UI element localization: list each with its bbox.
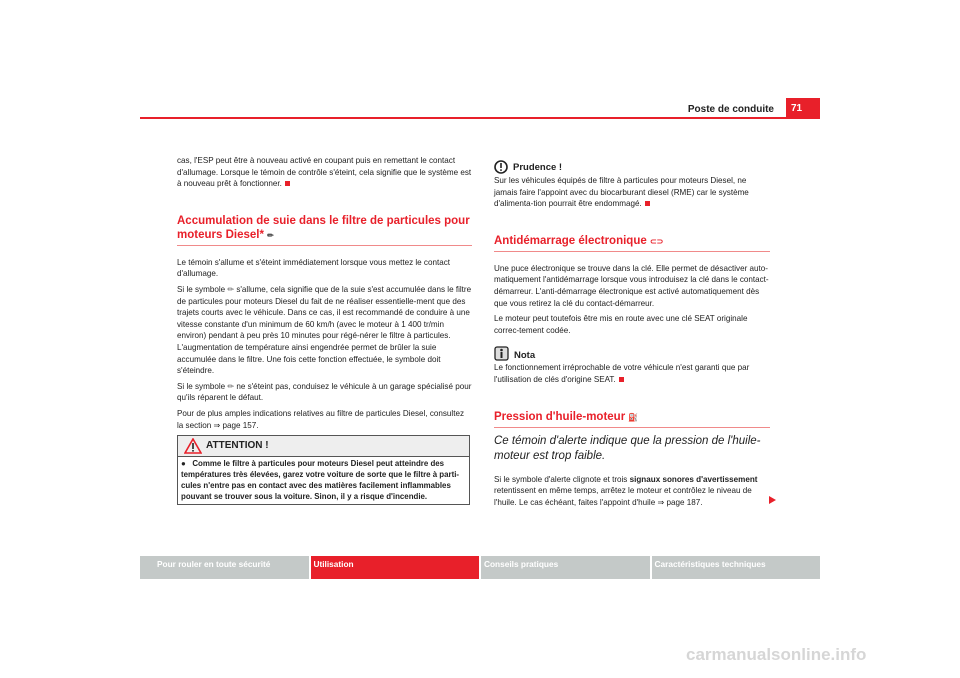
- warning-triangle-icon: [184, 438, 202, 454]
- immobilizer-car-icon: ⊂⊃: [649, 236, 664, 246]
- caution-title: Prudence !: [513, 162, 563, 174]
- section-title: Poste de conduite: [687, 104, 774, 115]
- warning-header: [178, 436, 469, 457]
- intro-text: cas, l'ESP peut être à nouveau activé en coupant puis en remettant le contact d'allumage. Lorsque le témoin de contrôle s'éteint, cela signifie que le système est à nouveau prêt à fonctionner.: [177, 156, 472, 189]
- diesel-filter-icon: ✏: [267, 230, 274, 240]
- caution-text: [494, 175, 770, 210]
- text: Comme le filtre à particules pour moteurs Diesel peut atteindre des températures très élevées, garez votre voiture de sorte que le filtre à parti-cules n'entre pas en contact avec des matières facilement inflammables pouvant se trouver sous la voiture. Sinon, il y a risque d'incendie.: [181, 459, 460, 501]
- tab-utilisation[interactable]: [311, 556, 480, 579]
- note-text: [494, 362, 770, 385]
- text: s'allume, cela signifie que de la suie s'est accumulée dans le filtre de particules pour moteurs Diesel du fait de ne réaliser essentielle-ment que des trajets courts avec le véhicule. Dans ce cas, il est recommandé de conduire à une vitesse constante d'un minimum de 60 km/h (avec le moteur à 1 400 tr/min environ) pendant à peu près 10 minutes pour régé-nérer le filtre à particules. L'augmentation de température ainsi engendrée permet de brûler la suie accumulée dans le filtre. Une fois cette fonction effectuée, le symbole doit s'éteindre.: [177, 284, 472, 376]
- paragraph: Le moteur peut toutefois être mis en route avec une clé SEAT originale correc-tement codée.: [494, 314, 748, 335]
- note-title: Nota: [514, 349, 536, 361]
- end-marker-icon: [645, 201, 650, 206]
- warning-title: ATTENTION !: [206, 440, 269, 451]
- heading-immobilizer: [494, 234, 770, 252]
- paragraph: Le témoin s'allume et s'éteint immédiatement lorsque vous mettez le contact d'allumage.: [177, 257, 451, 279]
- text: Si le symbole: [177, 381, 226, 391]
- text: retentissent en même temps, arrêtez le moteur et contrôlez le niveau de l'huile. Le cas échéant, faites l'appoint d'huile ⇒ page 187.: [494, 486, 752, 507]
- paragraph-page-link[interactable]: Pour de plus amples indications relatives au filtre de particules Diesel, consultez la section ⇒ page 157.: [177, 408, 465, 430]
- warning-text: ● Comme le filtre à particules pour moteurs Diesel peut atteindre des températures très élevées, garez votre voiture de sorte que le filtre à parti-cules n'entre pas en contact avec des matières facilement inflammables pouvant se trouver sous la voiture. Sinon, il y a risque d'incendie.: [181, 459, 460, 501]
- oil-can-icon: ⛽: [628, 412, 639, 422]
- tab-tips[interactable]: [481, 556, 650, 579]
- warning-box: [177, 435, 470, 505]
- end-marker-icon: [619, 377, 624, 382]
- oil-warning-lead: Ce témoin d'alerte indique que la pression de l'huile-moteur est trop faible.: [494, 434, 761, 462]
- text: ne s'éteint pas, conduisez le véhicule à un garage spécialisé pour qu'ils réparent le défaut.: [177, 381, 472, 403]
- heading-text: Pression d'huile-moteur: [494, 410, 626, 423]
- tab-label: Utilisation: [313, 559, 354, 569]
- next-page-arrow-icon[interactable]: [769, 496, 776, 504]
- bold-text: signaux sonores d'avertissement: [629, 474, 758, 484]
- end-marker-icon: [285, 181, 290, 186]
- paragraph: [494, 474, 770, 509]
- page-number: 71: [786, 98, 820, 118]
- tab-label: Conseils pratiques: [484, 559, 559, 569]
- diesel-filter-icon: ✏: [227, 381, 235, 391]
- paragraph: [177, 381, 472, 404]
- diesel-filter-icon: ✏: [227, 284, 235, 294]
- heading-text: Antidémarrage électronique: [494, 234, 647, 247]
- intro-paragraph: [177, 155, 472, 190]
- paragraph: [177, 284, 472, 377]
- chapter-tabs: [140, 556, 820, 579]
- left-column: [177, 155, 472, 435]
- caution-icon: [494, 160, 508, 174]
- heading-soot: [177, 214, 472, 246]
- text: Si le symbole d'alerte clignote et trois: [494, 474, 628, 484]
- watermark: carmanualsonline.info: [686, 645, 867, 664]
- text: Si le symbole: [177, 284, 226, 294]
- note-header: [494, 346, 770, 361]
- tab-safety[interactable]: [140, 556, 309, 579]
- text: Le fonctionnement irréprochable de votre véhicule n'est garanti que par l'utilisation de clés d'origine SEAT.: [494, 363, 750, 384]
- tab-label: Caractéristiques techniques: [654, 559, 766, 569]
- text: Sur les véhicules équipés de filtre à particules pour moteurs Diesel, ne jamais faire l'appoint avec du biocarburant diesel (RME) car le système d'alimenta-tion pourrait être endommagé.: [494, 176, 749, 209]
- caution-header: [494, 160, 770, 174]
- tab-label: Pour rouler en toute sécurité: [157, 559, 271, 569]
- paragraph: Une puce électronique se trouve dans la clé. Elle permet de désactiver auto-matiquement l'antidémarrage lorsque vous introduisez la clé dans le contact-démarreur. L'anti-démarrage électronique est activé automatiquement dès que vous retirez la clé du contact-démarreur.: [494, 263, 769, 308]
- heading-text: Accumulation de suie dans le filtre de particules pour moteurs Diesel*: [177, 214, 470, 241]
- heading-oil-pressure: [494, 410, 770, 428]
- right-column: [494, 160, 770, 512]
- tab-specifications[interactable]: [652, 556, 821, 579]
- header-rule: [140, 117, 820, 119]
- info-icon: [494, 346, 509, 361]
